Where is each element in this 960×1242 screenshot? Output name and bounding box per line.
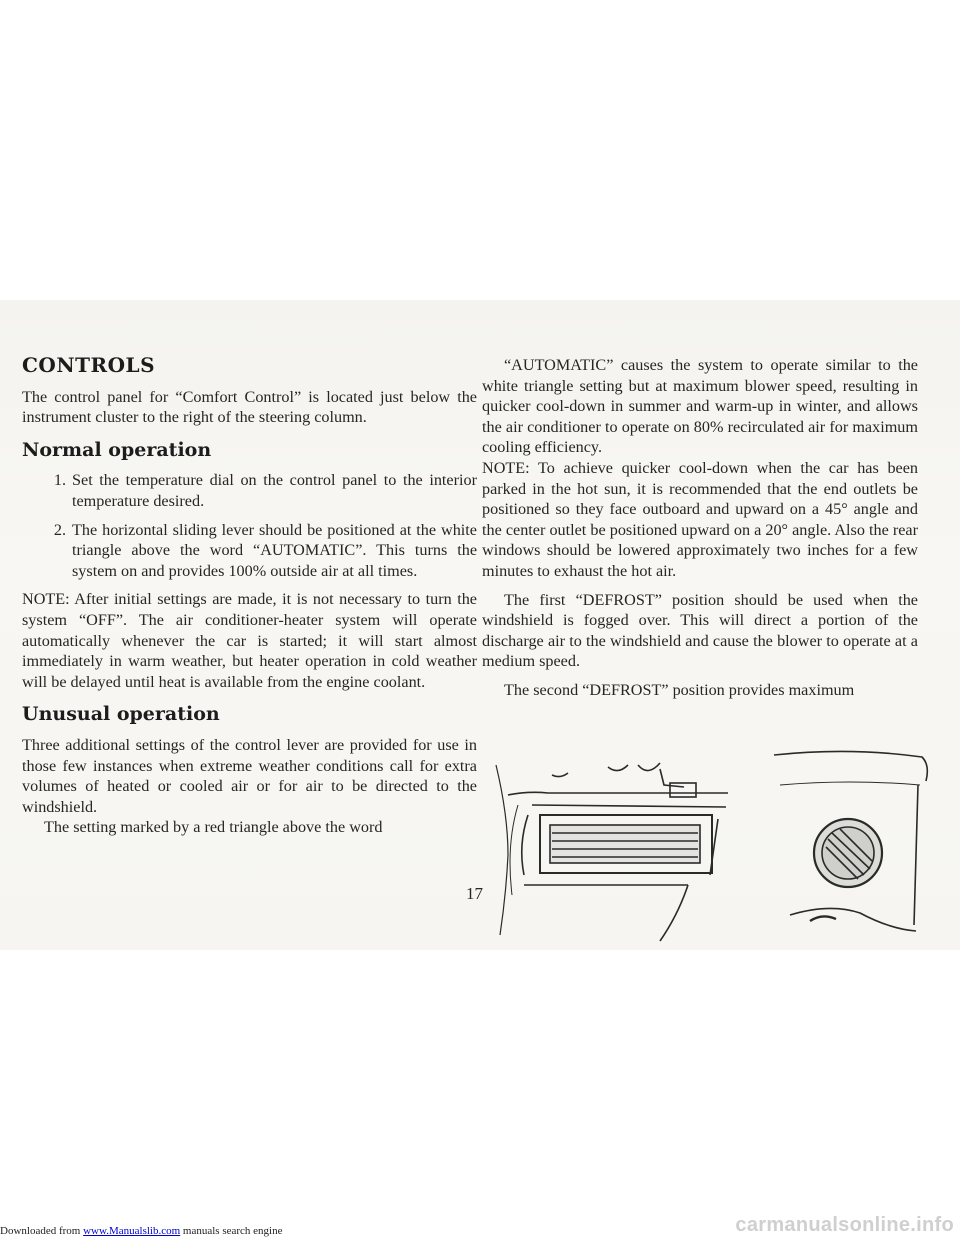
note-paragraph: NOTE: After initial settings are made, it is not necessary to turn the system “OFF”. The air conditioner-heater system will operate automatically whenever the car is started; it will start almost immediately in warm weather, but heater operation in cold weather will be delayed until heat is available from the engine coolant. <box>22 590 477 691</box>
end-outlet-illustration <box>770 745 940 945</box>
unusual-paragraph: Three additional settings of the control lever are provided for use in those few instances when extreme weather conditions call for extra volumes of heated or cooled air or for air to be directed to the windshield. <box>22 735 477 816</box>
step-text: The horizontal sliding lever should be positioned at the white triangle above the word “AUTOMATIC”. This turns the system on and provides 100% outside air at all times. <box>72 520 477 580</box>
heading-controls: CONTROLS <box>22 353 156 377</box>
step-number: 1. <box>53 471 66 490</box>
defrost-second-paragraph: The second “DEFROST” position provides maximum <box>504 680 855 699</box>
step-number: 2. <box>53 520 66 539</box>
right-column <box>482 355 918 701</box>
center-outlet-illustration <box>488 745 748 945</box>
unusual-paragraph-continued: The setting marked by a red triangle above the word <box>44 818 383 837</box>
defrost-first-paragraph: The first “DEFROST” position should be used when the windshield is fogged over. This will direct a portion of the discharge air to the windshield and cause the blower to operate at a medium speed. <box>482 590 918 671</box>
download-footer <box>0 1225 282 1237</box>
list-item <box>22 520 477 582</box>
normal-steps-list <box>22 470 477 581</box>
footer-suffix: manuals search engine <box>180 1225 283 1237</box>
heading-normal-operation: Normal operation <box>22 438 212 461</box>
manualslib-link[interactable]: www.Manualslib.com <box>83 1225 181 1237</box>
heading-unusual-operation: Unusual operation <box>22 703 220 726</box>
list-item <box>22 470 477 511</box>
intro-paragraph: The control panel for “Comfort Control” is located just below the instrument cluster to the right of the steering column. <box>22 387 477 427</box>
left-column <box>22 355 477 838</box>
note-cooldown-paragraph: NOTE: To achieve quicker cool-down when the car has been parked in the hot sun, it is recommended that the end outlets be positioned so they face outboard and upward on a 45° angle and the center outlet be positioned upward on a 20° angle. Also the rear windows should be lowered approximately two inches for a few minutes to exhaust the hot air. <box>482 458 918 580</box>
automatic-paragraph: “AUTOMATIC” causes the system to operate similar to the white triangle setting but at maximum blower speed, resulting in quicker cool-down in summer and warm-up in winter, and allows the air conditioner to operate on 80% recirculated air for maximum cooling efficiency. <box>482 356 918 457</box>
step-text: Set the temperature dial on the control panel to the interior temperature desired. <box>72 471 477 510</box>
watermark: carmanualsonline.info <box>735 1214 954 1236</box>
page-number: 17 <box>466 884 483 903</box>
footer-prefix: Downloaded from <box>0 1225 84 1237</box>
